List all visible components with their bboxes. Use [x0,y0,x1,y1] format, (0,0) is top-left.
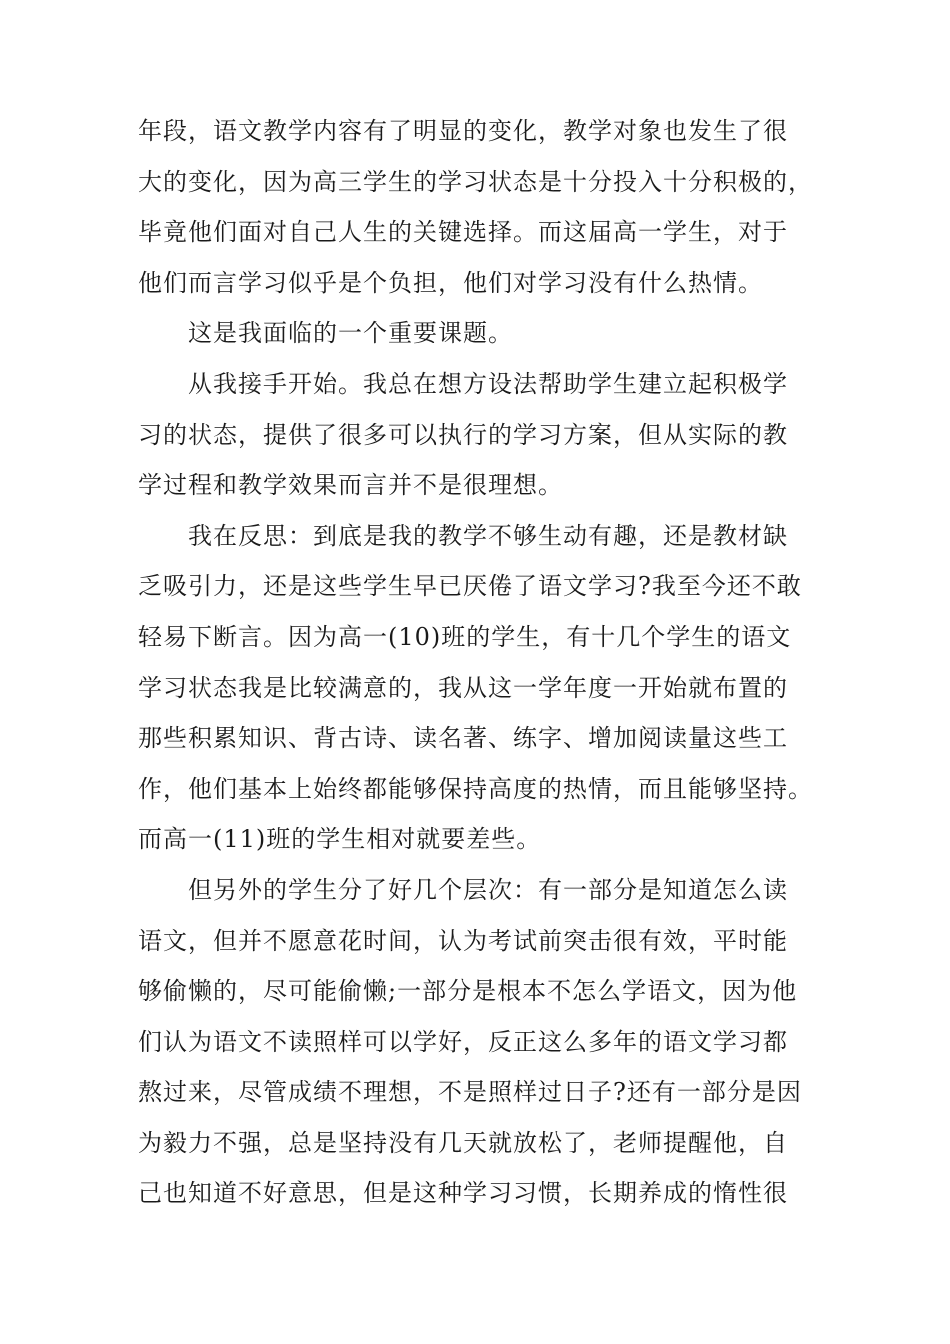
text-line: 学过程和教学效果而言并不是很理想。 [138,471,563,500]
text-line: 学习状态我是比较满意的，我从这一学年度一开始就布置的 [138,673,788,702]
text-line: 够偷懒的，尽可能偷懒;一部分是根本不怎么学语文，因为他 [138,977,798,1006]
text-line: 乏吸引力，还是这些学生早已厌倦了语文学习?我至今还不敢 [138,572,802,601]
text-line: 年段，语文教学内容有了明显的变化，教学对象也发生了很 [138,117,788,145]
text-line: 作，他们基本上始终都能够保持高度的热情，而且能够坚持。 [138,774,813,803]
text-line: 而高一(11)班的学生相对就要差些。 [138,825,542,854]
text-line: 为毅力不强，总是坚持没有几天就放松了，老师提醒他，自 [138,1128,788,1157]
text-line: 习的状态，提供了很多可以执行的学习方案，但从实际的教 [138,420,788,449]
document-body [138,106,818,1219]
text-line: 己也知道不好意思，但是这种学习习惯，长期养成的惰性很 [138,1179,788,1208]
paragraph-first-line: 这是我面临的一个重要课题。 [188,319,513,348]
text-line: 那些积累知识、背古诗、读名著、练字、增加阅读量这些工 [138,724,788,753]
text-line: 大的变化，因为高三学生的学习状态是十分投入十分积极的， [138,167,813,196]
paragraph-first-line: 我在反思：到底是我的教学不够生动有趣，还是教材缺 [188,521,788,550]
text-line: 他们而言学习似乎是个负担，他们对学习没有什么热情。 [138,268,763,297]
text-line: 熬过来，尽管成绩不理想，不是照样过日子?还有一部分是因 [138,1078,802,1107]
paragraph-first-line: 但另外的学生分了好几个层次：有一部分是知道怎么读 [188,875,788,904]
text-line: 语文，但并不愿意花时间，认为考试前突击很有效，平时能 [138,926,788,955]
text-line: 轻易下断言。因为高一(10)班的学生，有十几个学生的语文 [138,622,792,651]
paragraph-first-line: 从我接手开始。我总在想方设法帮助学生建立起积极学 [188,369,788,398]
text-line: 毕竟他们面对自己人生的关键选择。而这届高一学生，对于 [138,218,788,247]
text-line: 们认为语文不读照样可以学好，反正这么多年的语文学习都 [138,1027,788,1056]
